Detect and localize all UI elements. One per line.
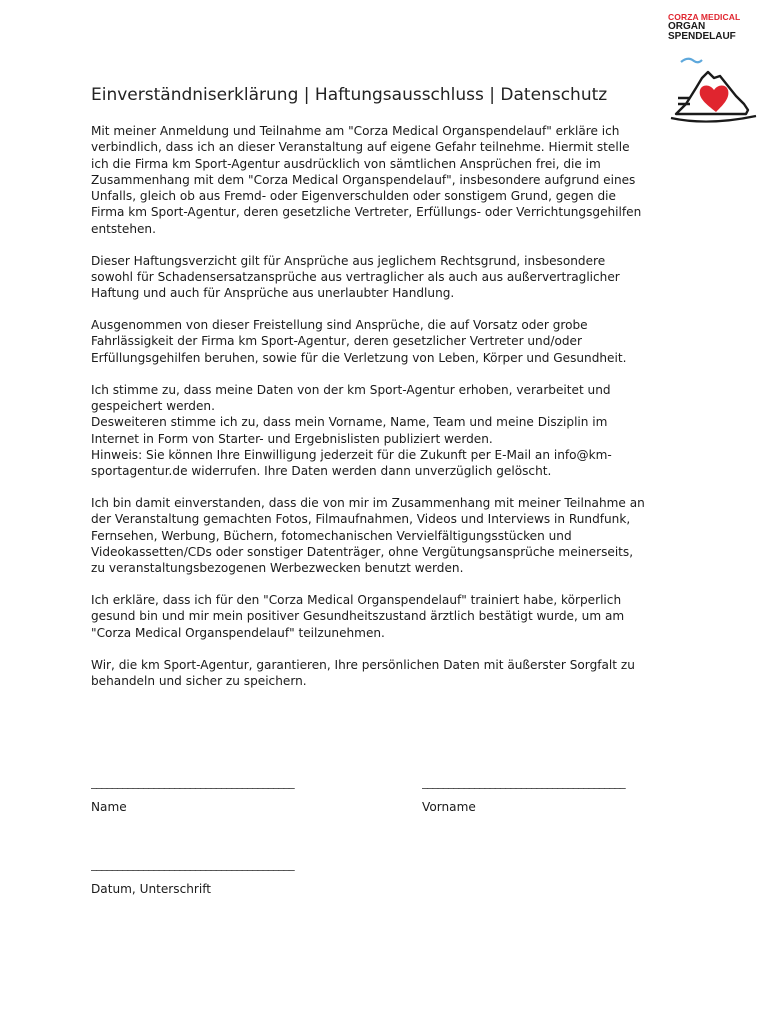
name-label: Name [91,800,127,814]
paragraph-datensicherheit [91,657,691,690]
logo-line-3: SPENDELAUF [668,31,736,42]
text-line: Erfüllungsgehilfen beruhen, sowie für die Verletzung von Leben, Körper und Gesundheit. [91,350,627,365]
text-line: Desweiteren stimme ich zu, dass mein Vorname, Name, Team und meine Disziplin im [91,415,608,430]
text-line: entstehen. [91,221,156,236]
text-line: Fernsehen, Werbung, Büchern, fotomechanischen Vervielfältigungsstücken und [91,528,572,543]
paragraph-ausnahmen [91,317,691,366]
text-line: Wir, die km Sport-Agentur, garantieren, Ihre persönlichen Daten mit äußerster Sorgfalt zu [91,657,635,672]
text-line: Internet in Form von Starter- und Ergebnislisten publiziert werden. [91,431,493,446]
text-line: gesund bin und mir mein positiver Gesundheitszustand ärztlich bestätigt wurde, um am [91,609,625,624]
logo-line-2: ORGAN [668,21,706,32]
paragraph-bildrechte [91,495,691,576]
text-line: Ich bin damit einverstanden, dass die von mir im Zusammenhang mit meiner Teilnahme an [91,496,645,511]
text-line: Ich stimme zu, dass meine Daten von der km Sport-Agentur erhoben, verarbeitet und [91,382,611,397]
text-line: Ich erkläre, dass ich für den "Corza Medical Organspendelauf" trainiert habe, körperlich [91,593,622,608]
text-line: Zusammenhang mit dem "Corza Medical Organspendelauf", insbesondere aufgrund eines [91,172,636,187]
text-line: der Veranstaltung gemachten Fotos, Filmaufnahmen, Videos und Interviews in Rundfunk, [91,512,631,527]
logo-line-1: CORZA MEDICAL [668,12,741,22]
paragraph-haftung [91,123,691,237]
datum-unterschrift-label: Datum, Unterschrift [91,882,212,896]
text-line: sportagentur.de widerrufen. Ihre Daten werden dann unverzüglich gelöscht. [91,464,552,479]
paragraph-gesundheit [91,592,691,641]
text-line: "Corza Medical Organspendelauf" teilzunehmen. [91,625,385,640]
page-title: Einverständniserklärung | Haftungsausschluss | Datenschutz [91,85,608,105]
logo-heart-mountain-icon [668,52,760,130]
text-line: Videokassetten/CDs oder sonstiger Datenträger, ohne Vergütungsansprüche meinerseits, [91,544,634,559]
organspendelauf-logo [668,12,760,130]
name-signature-line: _______________________________________ [91,775,294,789]
text-line: Unfalls, gleich ob aus Fremd- oder Eigenverschulden oder sonstigem Grund, gegen die [91,189,616,204]
document-body [91,123,691,705]
text-line: verbindlich, dass ich an dieser Veranstaltung auf eigene Gefahr teilnehme. Hiermit stelle [91,140,630,155]
text-line: gespeichert werden. [91,398,215,413]
text-line: Fahrlässigkeit der Firma km Sport-Agentur, deren gesetzlicher Vertreter und/oder [91,334,582,349]
text-line: sowohl für Schadensersatzansprüche aus vertraglicher als auch aus außervertraglicher [91,269,620,284]
text-line: ich die Firma km Sport-Agentur ausdrücklich von sämtlichen Ansprüchen frei, die im [91,156,601,171]
text-line: Dieser Haftungsverzicht gilt für Ansprüche aus jeglichem Rechtsgrund, insbesondere [91,253,606,268]
text-line: Hinweis: Sie können Ihre Einwilligung jederzeit für die Zukunft per E-Mail an info@km- [91,447,612,462]
text-line: Ausgenommen von dieser Freistellung sind Ansprüche, die auf Vorsatz oder grobe [91,318,588,333]
paragraph-haftungsverzicht [91,253,691,302]
text-line: zu veranstaltungsbezogenen Werbezwecken benutzt werden. [91,561,464,576]
datum-signature-line: _______________________________________ [91,857,294,871]
text-line: Firma km Sport-Agentur, deren gesetzliche Vertreter, Erfüllungs- oder Verrichtungsgehilfen [91,205,642,220]
text-line: Haftung und auch für Ansprüche aus unerlaubter Handlung. [91,286,455,301]
paragraph-datenschutz [91,382,691,480]
vorname-label: Vorname [422,800,476,814]
vorname-signature-line: _______________________________________ [422,775,625,789]
text-line: behandeln und sicher zu speichern. [91,673,307,688]
text-line: Mit meiner Anmeldung und Teilnahme am "Corza Medical Organspendelauf" erkläre ich [91,124,620,138]
